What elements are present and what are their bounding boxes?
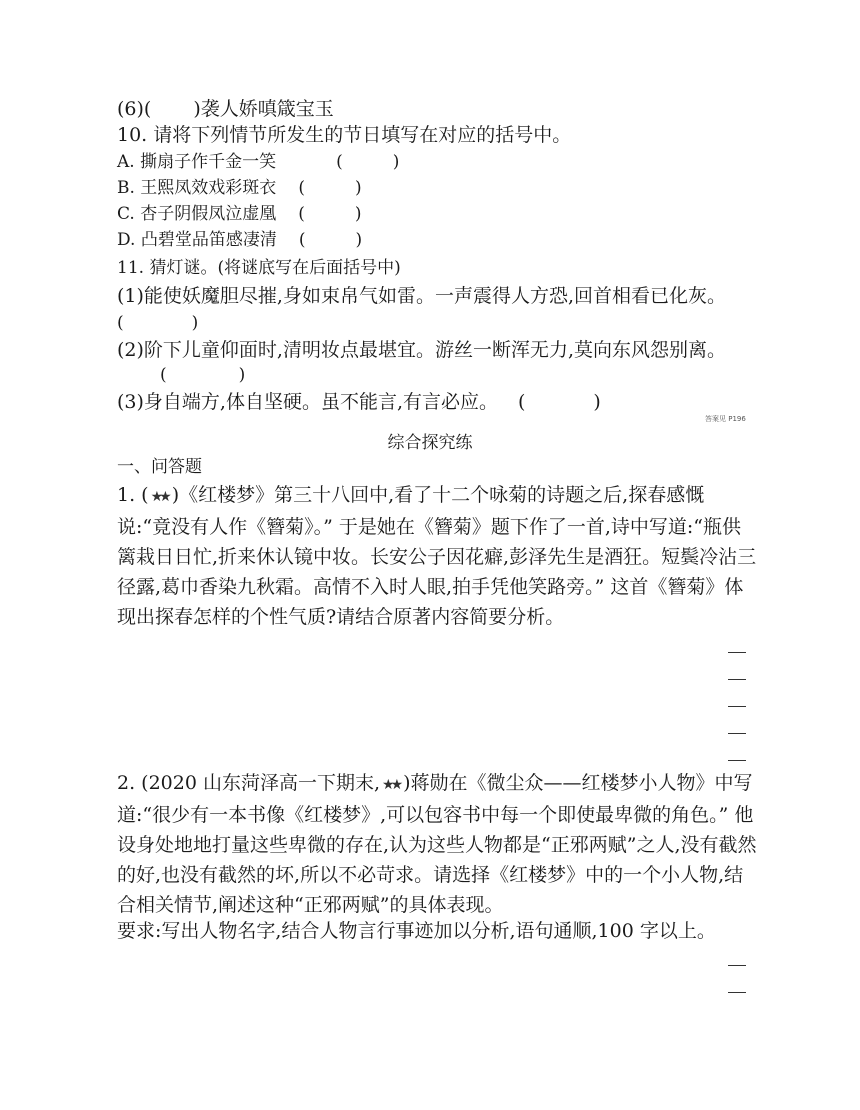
section-title: 综合探究练 bbox=[387, 433, 473, 453]
q10-stem: 10. 请将下列情节所发生的节日填写在对应的括号中。 bbox=[117, 124, 572, 146]
answer-line bbox=[728, 679, 746, 680]
q10-option-a: A. 撕扇子作千金一笑 ( ) bbox=[117, 152, 400, 172]
q11-answer-1: ( ) bbox=[117, 313, 199, 333]
item-6: (6)( )袭人娇嗔箴宝玉 bbox=[117, 98, 334, 120]
question-1: 1. ( ★★ )《红楼梦》第三十八回中,看了十二个咏菊的诗题之后,探春感慨说:“竟没有人作《簪菊》。” 于是她在《簪菊》题下作了一首,诗中写道:“瓶供篱栽日日忙,折来休认镜中妆。长安公子因花癖,彭泽先生是酒狂。短鬓冷沾三径露,葛巾香染九秋霜。高情不入时人眼,拍手凭他笑路旁。” 这首《簪菊》体现出探春怎样的个性气质?请结合原著内容简要分析。 bbox=[117, 484, 757, 628]
q10-option-d: D. 凸碧堂品笛感凄清 ( ) bbox=[117, 230, 363, 250]
answer-line bbox=[728, 992, 746, 993]
answer-line bbox=[728, 706, 746, 707]
q2-requirement: 要求:写出人物名字,结合人物言行事迹加以分析,语句通顺,100 字以上。 bbox=[117, 920, 716, 942]
star-icon: ★★ bbox=[150, 489, 168, 505]
q11-answer-2: ( ) bbox=[160, 365, 246, 385]
answer-line bbox=[728, 652, 746, 653]
q10-option-b: B. 王熙凤效戏彩斑衣 ( ) bbox=[117, 178, 362, 198]
answer-page-note: 答案见 P196 bbox=[705, 415, 746, 423]
q10-option-c: C. 杏子阴假凤泣虚凰 ( ) bbox=[117, 204, 362, 224]
q11-stem: 11. 猜灯谜。(将谜底写在后面括号中) bbox=[117, 258, 401, 278]
answer-line bbox=[728, 760, 746, 761]
q11-riddle-3: (3)身自端方,体自坚硬。虽不能言,有言必应。 ( ) bbox=[117, 391, 601, 413]
answer-line bbox=[728, 965, 746, 966]
question-2: 2. (2020 山东菏泽高一下期末, ★★ )蒋勋在《微尘众——红楼梦小人物》中写道:“很少有一本书像《红楼梦》,可以包容书中每一个即使最卑微的角色。” 他设身处地地打量这些卑微的存在,认为这些人物都是“正邪两赋”之人,没有截然的好,也没有截然的坏,所以不必苛求。请选择《红楼梦》中的一个小人物,结合相关情节,阐述这种“正邪两赋”的具体表现。 bbox=[117, 772, 757, 916]
star-icon: ★★ bbox=[382, 777, 400, 793]
part-title: 一、问答题 bbox=[117, 457, 202, 477]
answer-line bbox=[728, 733, 746, 734]
q11-riddle-1: (1)能使妖魔胆尽摧,身如束帛气如雷。一声震得人方恐,回首相看已化灰。 bbox=[117, 285, 726, 307]
q11-riddle-2: (2)阶下儿童仰面时,清明妆点最堪宜。游丝一断浑无力,莫向东风怨别离。 bbox=[117, 339, 726, 361]
